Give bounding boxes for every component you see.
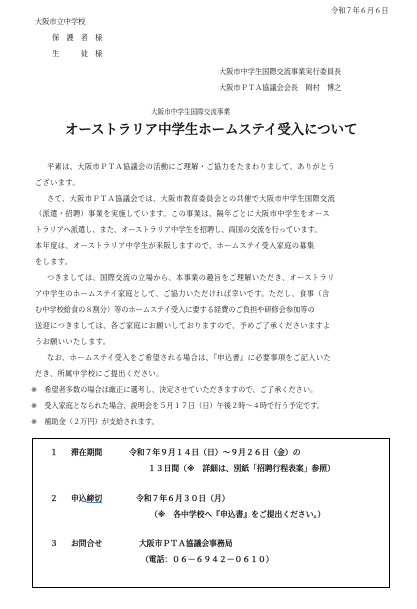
- document-subtitle: 大阪市中学生国際交流事業: [151, 108, 231, 116]
- contact-label: お問合せ: [71, 539, 103, 548]
- sender-committee: 大阪市中学生国際交流事業実行委員長: [219, 67, 342, 76]
- document-title: オーストラリア中学生ホームステイ受入について: [65, 122, 358, 138]
- body-line: む中学校給食の８割分）等のホームステイ受入に要する経費のご負担や研修会参加等の: [35, 305, 315, 314]
- stay-period-detail: １３日間（※ 詳細は、別紙「招聘行程表案」参照）: [148, 464, 335, 473]
- body-line: さて、大阪市ＰＴＡ協議会では、大阪市教育委員会との共催で大阪市中学生国際交流: [47, 194, 336, 203]
- item-number: ２: [50, 494, 58, 503]
- body-line: つきましては、国際交流の立場から、本事業の趣旨をご理解いただき、オーストラリ: [47, 273, 335, 282]
- body-line: トラリアへ派遣し、また、オーストラリア中学生を招聘し、両国の交流を行っています。: [35, 225, 322, 234]
- recipient-guardians: 保 護 者 様: [52, 33, 103, 42]
- body-line: ア中学生のホームステイ家庭として、ご協力いただければ幸いです。ただし、食事（含: [35, 289, 330, 298]
- body-line: なお、ホームステイ受入をご希望される場合は、『申込書』に必要事項をご記入いた: [47, 353, 332, 362]
- body-line: 平素は、大阪市ＰＴＡ協議会の活動にご理解・ご協力をたまわりまして、ありがとう: [47, 162, 336, 171]
- note-item: ※ 補助金（２万円）が支給されます。: [31, 417, 159, 426]
- body-line: ございます。: [35, 178, 80, 187]
- stay-period-label: 滞在期間: [71, 448, 103, 457]
- contact-office: 大阪市ＰＴＡ協議会事務局: [139, 539, 233, 548]
- body-line: （派遣・招聘）事業を実施しています。この事業は、隔年ごとに大阪市中学生をオース: [35, 209, 330, 218]
- sender-president: 大阪市ＰＴＡ協議会会長 岡村 博之: [219, 83, 342, 92]
- item-number: １: [50, 448, 58, 457]
- recipient-students: 生 徒 様: [52, 49, 103, 58]
- deadline-detail: （※ 各中学校へ『申込書』をご提出ください。）: [150, 510, 326, 519]
- note-item: ※ 希望者多数の場合は厳正に選考し、決定させていただきますので、ご了承ください。: [31, 385, 318, 394]
- note-item: ※ 受入家庭となられた場合、説明会を５月１７日（日）午後２時～４時で行う予定です。: [31, 401, 324, 410]
- body-line: うお願いいたします。: [35, 337, 111, 346]
- body-line: をします。: [35, 257, 73, 266]
- body-line: だき、所属中学校にご提出ください。: [35, 369, 164, 378]
- stay-period-value: 令和７年９月１４日（日）～９月２６日（金）の: [129, 448, 301, 457]
- contact-phone: （電話：０６－６９４２－０６１０）: [141, 555, 274, 564]
- item-number: ３: [50, 539, 58, 548]
- body-line: 本年度は、オーストラリア中学生が来阪しますので、ホームステイ受入家庭の募集: [35, 241, 315, 250]
- document-date: 令和７年６月６日: [331, 6, 389, 15]
- body-line: 送迎につきましては、各ご家庭にお願いしておりますので、予めご了承くださいますよ: [35, 321, 331, 330]
- recipient-school: 大阪市立中学校: [35, 17, 86, 26]
- deadline-label: 申込締切: [71, 494, 103, 503]
- deadline-value: 令和７年６月３０日（月）: [136, 494, 230, 503]
